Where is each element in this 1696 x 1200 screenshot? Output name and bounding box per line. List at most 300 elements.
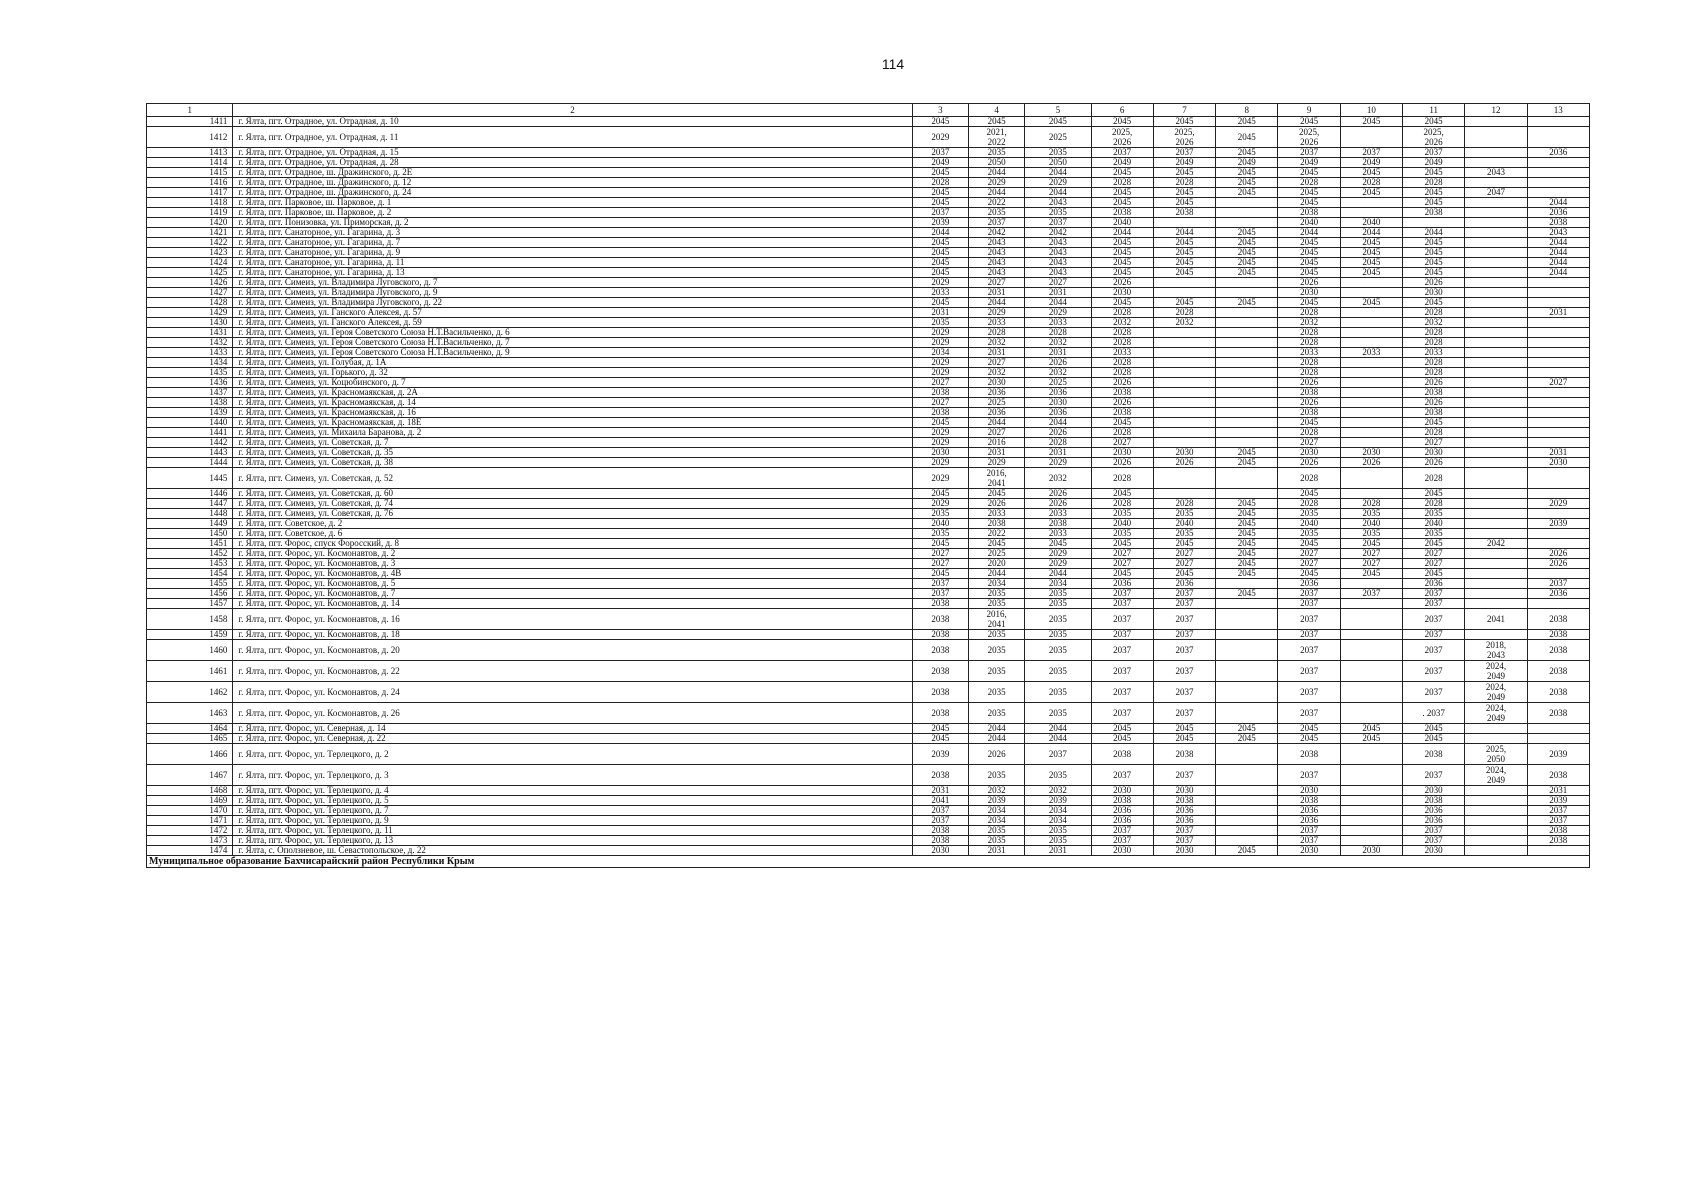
year-cell bbox=[1216, 630, 1278, 640]
year-cell: 2037 bbox=[1403, 682, 1465, 703]
year-cell: 2038 bbox=[1527, 661, 1589, 682]
year-cell: 2045 bbox=[1403, 117, 1465, 127]
year-cell: 2030 bbox=[1403, 448, 1465, 458]
address-cell: г. Ялта, пгт. Санаторное, ул. Гагарина, д. 9 bbox=[233, 248, 912, 258]
column-header: 4 bbox=[968, 104, 1024, 117]
year-cell bbox=[1216, 796, 1278, 806]
row-number-cell: 1423 bbox=[147, 248, 233, 258]
year-cell bbox=[1340, 816, 1402, 826]
year-cell: 2035 bbox=[1025, 599, 1091, 609]
year-cell: 2026 bbox=[1340, 458, 1402, 468]
year-cell: 2037 bbox=[1403, 826, 1465, 836]
address-cell: г. Ялта, пгт. Форос, ул. Космонавтов, д. 5 bbox=[233, 579, 912, 589]
year-cell: 2033 bbox=[1091, 348, 1153, 358]
year-cell: 2045 bbox=[1216, 448, 1278, 458]
year-cell: 2045 bbox=[1403, 298, 1465, 308]
year-cell: 2035 bbox=[1278, 509, 1340, 519]
year-cell bbox=[1465, 724, 1527, 734]
year-cell: 2045 bbox=[1216, 228, 1278, 238]
year-cell: 2050 bbox=[968, 158, 1024, 168]
year-cell: 2027 bbox=[1340, 559, 1402, 569]
year-cell bbox=[1340, 208, 1402, 218]
year-cell: 2032 bbox=[1278, 318, 1340, 328]
year-cell: 2034 bbox=[1025, 579, 1091, 589]
year-cell bbox=[1465, 640, 1527, 661]
year-cell bbox=[1465, 468, 1527, 489]
year-cell bbox=[1465, 148, 1527, 158]
year-cell bbox=[1216, 744, 1278, 765]
year-cell: 2030 bbox=[1025, 398, 1091, 408]
table-row bbox=[147, 378, 1590, 388]
year-cell: 2035 bbox=[1025, 661, 1091, 682]
year-cell bbox=[1403, 127, 1465, 148]
year-cell: 2034 bbox=[968, 816, 1024, 826]
year-cell: 2027 bbox=[912, 559, 968, 569]
year-cell: 2029 bbox=[912, 278, 968, 288]
year-cell: 2032 bbox=[968, 786, 1024, 796]
year-cell: 2044 bbox=[1025, 418, 1091, 428]
year-cell: 2037 bbox=[1278, 630, 1340, 640]
year-cell: 2037 bbox=[1278, 703, 1340, 724]
year-cell: 2045 bbox=[1340, 724, 1402, 734]
year-cell bbox=[968, 468, 1024, 489]
year-cell: 2045 bbox=[1278, 168, 1340, 178]
year-cell: 2045 bbox=[1216, 248, 1278, 258]
address-cell: г. Ялта, пгт. Форос, ул. Терлецкого, д. 11 bbox=[233, 826, 912, 836]
address-cell: г. Ялта, пгт. Симеиз, ул. Ганского Алексея, д. 57 bbox=[233, 308, 912, 318]
year-cell bbox=[1465, 509, 1527, 519]
year-cell: 2044 bbox=[968, 734, 1024, 744]
year-cell bbox=[1340, 640, 1402, 661]
address-cell: г. Ялта, пгт. Симеиз, ул. Героя Советского Союза Н.Т.Васильченко, д. 7 bbox=[233, 338, 912, 348]
year-cell bbox=[1153, 338, 1215, 348]
year-cell: 2037 bbox=[1091, 148, 1153, 158]
year-cell bbox=[1153, 438, 1215, 448]
year-cell bbox=[1340, 378, 1402, 388]
year-cell: 2037 bbox=[1527, 806, 1589, 816]
year-cell: 2045 bbox=[1340, 298, 1402, 308]
year-cell: 2032 bbox=[1403, 318, 1465, 328]
year-cell: 2045 bbox=[1153, 539, 1215, 549]
year-cell: 2042 bbox=[1465, 539, 1527, 549]
table-row bbox=[147, 388, 1590, 398]
year-cell: 2027 bbox=[1278, 559, 1340, 569]
address-cell: г. Ялта, пгт. Форос, ул. Космонавтов, д. 22 bbox=[233, 661, 912, 682]
year-cell: 2026 bbox=[1527, 549, 1589, 559]
year-cell: 2037 bbox=[1091, 599, 1153, 609]
year-cell: 2045 bbox=[1278, 117, 1340, 127]
address-cell: г. Ялта, пгт. Симеиз, ул. Голубая, д. 1А bbox=[233, 358, 912, 368]
year-cell: 2041 bbox=[1465, 609, 1527, 630]
year-cell: 2045 bbox=[1278, 539, 1340, 549]
year-cell: 2045 bbox=[1216, 559, 1278, 569]
table-row bbox=[147, 318, 1590, 328]
year-cell: 2027 bbox=[1403, 549, 1465, 559]
cell-text: 2021, 2022 bbox=[986, 127, 1007, 147]
table-row bbox=[147, 682, 1590, 703]
year-cell: 2045 bbox=[1153, 198, 1215, 208]
year-cell: 2026 bbox=[1025, 499, 1091, 509]
year-cell: 2037 bbox=[1403, 589, 1465, 599]
year-cell: 2045 bbox=[1153, 248, 1215, 258]
year-cell bbox=[1465, 661, 1527, 682]
year-cell: 2037 bbox=[1153, 609, 1215, 630]
year-cell: 2045 bbox=[1278, 188, 1340, 198]
table-row bbox=[147, 148, 1590, 158]
year-cell: 2037 bbox=[1403, 661, 1465, 682]
year-cell: 2029 bbox=[1025, 178, 1091, 188]
year-cell: 2045 bbox=[912, 268, 968, 278]
year-cell: 2037 bbox=[912, 816, 968, 826]
year-cell: 2031 bbox=[1025, 288, 1091, 298]
year-cell: 2043 bbox=[968, 238, 1024, 248]
row-number-cell: 1421 bbox=[147, 228, 233, 238]
year-cell: 2036 bbox=[1278, 579, 1340, 589]
year-cell bbox=[1340, 358, 1402, 368]
year-cell: 2040 bbox=[1340, 218, 1402, 228]
year-cell: 2038 bbox=[1403, 408, 1465, 418]
year-cell bbox=[1153, 358, 1215, 368]
year-cell: 2038 bbox=[912, 630, 968, 640]
year-cell bbox=[1153, 288, 1215, 298]
year-cell bbox=[1465, 348, 1527, 358]
year-cell bbox=[1527, 438, 1589, 448]
year-cell: 2045 bbox=[1153, 117, 1215, 127]
year-cell: 2028 bbox=[968, 328, 1024, 338]
year-cell: 2035 bbox=[968, 148, 1024, 158]
year-cell: 2045 bbox=[1403, 734, 1465, 744]
year-cell bbox=[1091, 127, 1153, 148]
year-cell: 2030 bbox=[1091, 786, 1153, 796]
year-cell bbox=[1216, 703, 1278, 724]
year-cell: 2038 bbox=[1278, 388, 1340, 398]
cell-text: 2024, 2049 bbox=[1485, 703, 1507, 723]
year-cell bbox=[1340, 609, 1402, 630]
year-cell: 2045 bbox=[1216, 519, 1278, 529]
year-cell bbox=[1340, 765, 1402, 786]
year-cell: 2045 bbox=[1091, 489, 1153, 499]
row-number-cell: 1415 bbox=[147, 168, 233, 178]
year-cell bbox=[1216, 579, 1278, 589]
year-cell: 2033 bbox=[1025, 318, 1091, 328]
column-header: 10 bbox=[1340, 104, 1402, 117]
year-cell: 2029 bbox=[912, 338, 968, 348]
year-cell: 2037 bbox=[1403, 765, 1465, 786]
address-cell: г. Ялта, пгт. Форос, ул. Космонавтов, д. 7 bbox=[233, 589, 912, 599]
year-cell: 2038 bbox=[1527, 630, 1589, 640]
table-row bbox=[147, 158, 1590, 168]
row-number-cell: 1471 bbox=[147, 816, 233, 826]
table-row bbox=[147, 448, 1590, 458]
year-cell: 2044 bbox=[968, 188, 1024, 198]
cell-text: 2018, 2043 bbox=[1485, 640, 1507, 660]
address-cell: г. Ялта, пгт. Симеиз, ул. Ганского Алексея, д. 59 bbox=[233, 318, 912, 328]
year-cell bbox=[1153, 408, 1215, 418]
year-cell: 2038 bbox=[912, 682, 968, 703]
year-cell bbox=[1340, 328, 1402, 338]
year-cell: 2029 bbox=[1527, 499, 1589, 509]
year-cell: 2045 bbox=[1216, 268, 1278, 278]
year-cell bbox=[1216, 218, 1278, 228]
year-cell: 2035 bbox=[1091, 529, 1153, 539]
table-row bbox=[147, 519, 1590, 529]
year-cell bbox=[1153, 218, 1215, 228]
column-header: 6 bbox=[1091, 104, 1153, 117]
year-cell bbox=[1527, 188, 1589, 198]
year-cell bbox=[1216, 348, 1278, 358]
table-row bbox=[147, 539, 1590, 549]
year-cell bbox=[968, 127, 1024, 148]
year-cell: 2029 bbox=[912, 458, 968, 468]
year-cell: 2035 bbox=[912, 529, 968, 539]
year-cell: 2038 bbox=[1091, 408, 1153, 418]
year-cell: 2035 bbox=[968, 208, 1024, 218]
year-cell: 2028 bbox=[1091, 338, 1153, 348]
year-cell: 2029 bbox=[912, 358, 968, 368]
year-cell: 2035 bbox=[968, 640, 1024, 661]
year-cell: 2037 bbox=[1091, 703, 1153, 724]
year-cell: 2026 bbox=[1091, 458, 1153, 468]
page-number: 114 bbox=[881, 56, 905, 72]
row-number-cell: 1433 bbox=[147, 348, 233, 358]
cell-text: 2024, 2049 bbox=[1485, 682, 1507, 702]
cell-text: 2016, 2041 bbox=[986, 468, 1007, 488]
year-cell bbox=[1153, 328, 1215, 338]
year-cell: 2031 bbox=[912, 786, 968, 796]
table-row bbox=[147, 816, 1590, 826]
year-cell: 2038 bbox=[1091, 388, 1153, 398]
year-cell: 2043 bbox=[1025, 198, 1091, 208]
year-cell: 2026 bbox=[968, 744, 1024, 765]
year-cell: 2028 bbox=[1403, 178, 1465, 188]
year-cell bbox=[1465, 208, 1527, 218]
year-cell: 2035 bbox=[1025, 609, 1091, 630]
year-cell bbox=[1465, 198, 1527, 208]
year-cell: 2038 bbox=[1278, 744, 1340, 765]
year-cell bbox=[1153, 418, 1215, 428]
year-cell: . 2037 bbox=[1403, 703, 1465, 724]
year-cell: 2045 bbox=[1340, 188, 1402, 198]
year-cell: 2045 bbox=[1216, 539, 1278, 549]
year-cell bbox=[1527, 298, 1589, 308]
year-cell: 2045 bbox=[1216, 734, 1278, 744]
year-cell bbox=[1216, 489, 1278, 499]
address-cell: г. Ялта, пгт. Форос, спуск Форосский, д. 8 bbox=[233, 539, 912, 549]
table-row bbox=[147, 438, 1590, 448]
year-cell: 2025 bbox=[968, 549, 1024, 559]
year-cell: 2034 bbox=[968, 579, 1024, 589]
year-cell: 2039 bbox=[912, 744, 968, 765]
year-cell: 2044 bbox=[1527, 248, 1589, 258]
year-cell: 2045 bbox=[1216, 499, 1278, 509]
year-cell: 2037 bbox=[1153, 148, 1215, 158]
year-cell: 2045 bbox=[1216, 509, 1278, 519]
year-cell: 2038 bbox=[1153, 744, 1215, 765]
year-cell: 2035 bbox=[1025, 630, 1091, 640]
year-cell: 2026 bbox=[1025, 489, 1091, 499]
year-cell: 2045 bbox=[1340, 238, 1402, 248]
row-number-cell: 1457 bbox=[147, 599, 233, 609]
year-cell: 2038 bbox=[1527, 765, 1589, 786]
year-cell: 2045 bbox=[1091, 198, 1153, 208]
year-cell: 2030 bbox=[1278, 846, 1340, 856]
column-header: 8 bbox=[1216, 104, 1278, 117]
year-cell: 2045 bbox=[1278, 198, 1340, 208]
row-number-cell: 1422 bbox=[147, 238, 233, 248]
year-cell bbox=[1216, 318, 1278, 328]
year-cell: 2037 bbox=[1340, 148, 1402, 158]
address-cell: г. Ялта, пгт. Понизовка, ул. Приморская, д. 2 bbox=[233, 218, 912, 228]
row-number-cell: 1427 bbox=[147, 288, 233, 298]
year-cell: 2038 bbox=[1025, 519, 1091, 529]
year-cell: 2042 bbox=[1025, 228, 1091, 238]
year-cell bbox=[1153, 428, 1215, 438]
table-row bbox=[147, 786, 1590, 796]
row-number-cell: 1472 bbox=[147, 826, 233, 836]
year-cell: 2025 bbox=[968, 398, 1024, 408]
year-cell: 2045 bbox=[968, 489, 1024, 499]
year-cell: 2025 bbox=[1025, 127, 1091, 148]
year-cell: 2045 bbox=[1278, 238, 1340, 248]
year-cell bbox=[1527, 278, 1589, 288]
year-cell bbox=[1340, 661, 1402, 682]
year-cell: 2045 bbox=[912, 418, 968, 428]
year-cell bbox=[1465, 368, 1527, 378]
row-number-cell: 1460 bbox=[147, 640, 233, 661]
year-cell: 2028 bbox=[1153, 178, 1215, 188]
year-cell: 2027 bbox=[912, 398, 968, 408]
year-cell bbox=[1527, 328, 1589, 338]
year-cell: 2044 bbox=[968, 418, 1024, 428]
year-cell bbox=[1527, 408, 1589, 418]
year-cell: 2037 bbox=[1091, 589, 1153, 599]
year-cell: 2044 bbox=[1025, 188, 1091, 198]
table-header-row bbox=[147, 104, 1590, 117]
year-cell: 2038 bbox=[968, 519, 1024, 529]
year-cell bbox=[1527, 489, 1589, 499]
year-cell: 2027 bbox=[968, 278, 1024, 288]
year-cell: 2036 bbox=[1025, 388, 1091, 398]
year-cell bbox=[1153, 398, 1215, 408]
year-cell: 2039 bbox=[1527, 519, 1589, 529]
year-cell: 2036 bbox=[1091, 579, 1153, 589]
year-cell: 2037 bbox=[1091, 836, 1153, 846]
address-cell: г. Ялта, пгт. Парковое, ш. Парковое, д. 2 bbox=[233, 208, 912, 218]
year-cell bbox=[1527, 178, 1589, 188]
table-row bbox=[147, 198, 1590, 208]
year-cell: 2036 bbox=[1527, 208, 1589, 218]
year-cell: 2037 bbox=[1091, 682, 1153, 703]
column-header: 5 bbox=[1025, 104, 1091, 117]
year-cell: 2045 bbox=[1216, 117, 1278, 127]
year-cell bbox=[1527, 168, 1589, 178]
year-cell: 2038 bbox=[1527, 218, 1589, 228]
row-number-cell: 1461 bbox=[147, 661, 233, 682]
year-cell bbox=[1465, 268, 1527, 278]
year-cell: 2045 bbox=[912, 539, 968, 549]
year-cell: 2033 bbox=[912, 288, 968, 298]
row-number-cell: 1434 bbox=[147, 358, 233, 368]
year-cell: 2045 bbox=[1216, 529, 1278, 539]
year-cell: 2038 bbox=[1527, 826, 1589, 836]
year-cell: 2030 bbox=[912, 448, 968, 458]
year-cell: 2045 bbox=[1153, 238, 1215, 248]
year-cell bbox=[1465, 408, 1527, 418]
year-cell: 2029 bbox=[912, 368, 968, 378]
year-cell: 2045 bbox=[1091, 539, 1153, 549]
year-cell: 2035 bbox=[968, 589, 1024, 599]
year-cell: 2035 bbox=[1091, 509, 1153, 519]
year-cell: 2037 bbox=[1403, 599, 1465, 609]
address-cell: г. Ялта, пгт. Отрадное, ул. Отрадная, д. 10 bbox=[233, 117, 912, 127]
year-cell: 2028 bbox=[1340, 499, 1402, 509]
year-cell bbox=[1216, 208, 1278, 218]
year-cell bbox=[1465, 836, 1527, 846]
year-cell: 2045 bbox=[1278, 489, 1340, 499]
year-cell: 2037 bbox=[1340, 589, 1402, 599]
year-cell: 2049 bbox=[912, 158, 968, 168]
table-row bbox=[147, 529, 1590, 539]
year-cell: 2049 bbox=[1278, 158, 1340, 168]
year-cell bbox=[1340, 836, 1402, 846]
year-cell: 2035 bbox=[1025, 703, 1091, 724]
address-cell: г. Ялта, пгт. Советское, д. 2 bbox=[233, 519, 912, 529]
year-cell bbox=[1216, 765, 1278, 786]
year-cell bbox=[1465, 158, 1527, 168]
year-cell: 2044 bbox=[1025, 168, 1091, 178]
table-row bbox=[147, 348, 1590, 358]
cell-text: 2025, 2026 bbox=[1174, 127, 1195, 147]
year-cell: 2029 bbox=[968, 308, 1024, 318]
year-cell bbox=[1340, 278, 1402, 288]
table-body bbox=[147, 117, 1590, 856]
year-cell: 2044 bbox=[968, 298, 1024, 308]
year-cell bbox=[1465, 127, 1527, 148]
year-cell bbox=[1216, 388, 1278, 398]
year-cell bbox=[1216, 338, 1278, 348]
row-number-cell: 1424 bbox=[147, 258, 233, 268]
year-cell: 2037 bbox=[1403, 640, 1465, 661]
year-cell: 2037 bbox=[1278, 599, 1340, 609]
year-cell: 2045 bbox=[1153, 188, 1215, 198]
table-row bbox=[147, 228, 1590, 238]
address-cell: г. Ялта, пгт. Форос, ул. Терлецкого, д. 9 bbox=[233, 816, 912, 826]
year-cell: 2037 bbox=[1091, 765, 1153, 786]
year-cell: 2029 bbox=[912, 428, 968, 438]
year-cell: 2035 bbox=[1153, 529, 1215, 539]
year-cell bbox=[1216, 806, 1278, 816]
year-cell: 2028 bbox=[1403, 428, 1465, 438]
table-row bbox=[147, 268, 1590, 278]
year-cell: 2028 bbox=[1403, 308, 1465, 318]
year-cell: 2037 bbox=[1403, 148, 1465, 158]
address-cell: г. Ялта, пгт. Отрадное, ш. Дражинского, д. 12 bbox=[233, 178, 912, 188]
row-number-cell: 1450 bbox=[147, 529, 233, 539]
address-cell: г. Ялта, пгт. Форос, ул. Терлецкого, д. 3 bbox=[233, 765, 912, 786]
year-cell: 2038 bbox=[912, 599, 968, 609]
year-cell: 2037 bbox=[912, 148, 968, 158]
row-number-cell: 1451 bbox=[147, 539, 233, 549]
year-cell bbox=[1216, 428, 1278, 438]
year-cell: 2031 bbox=[1025, 846, 1091, 856]
year-cell bbox=[1340, 786, 1402, 796]
year-cell: 2045 bbox=[1403, 489, 1465, 499]
row-number-cell: 1454 bbox=[147, 569, 233, 579]
year-cell bbox=[1340, 368, 1402, 378]
year-cell bbox=[1527, 127, 1589, 148]
year-cell: 2027 bbox=[1153, 559, 1215, 569]
table-row bbox=[147, 846, 1590, 856]
